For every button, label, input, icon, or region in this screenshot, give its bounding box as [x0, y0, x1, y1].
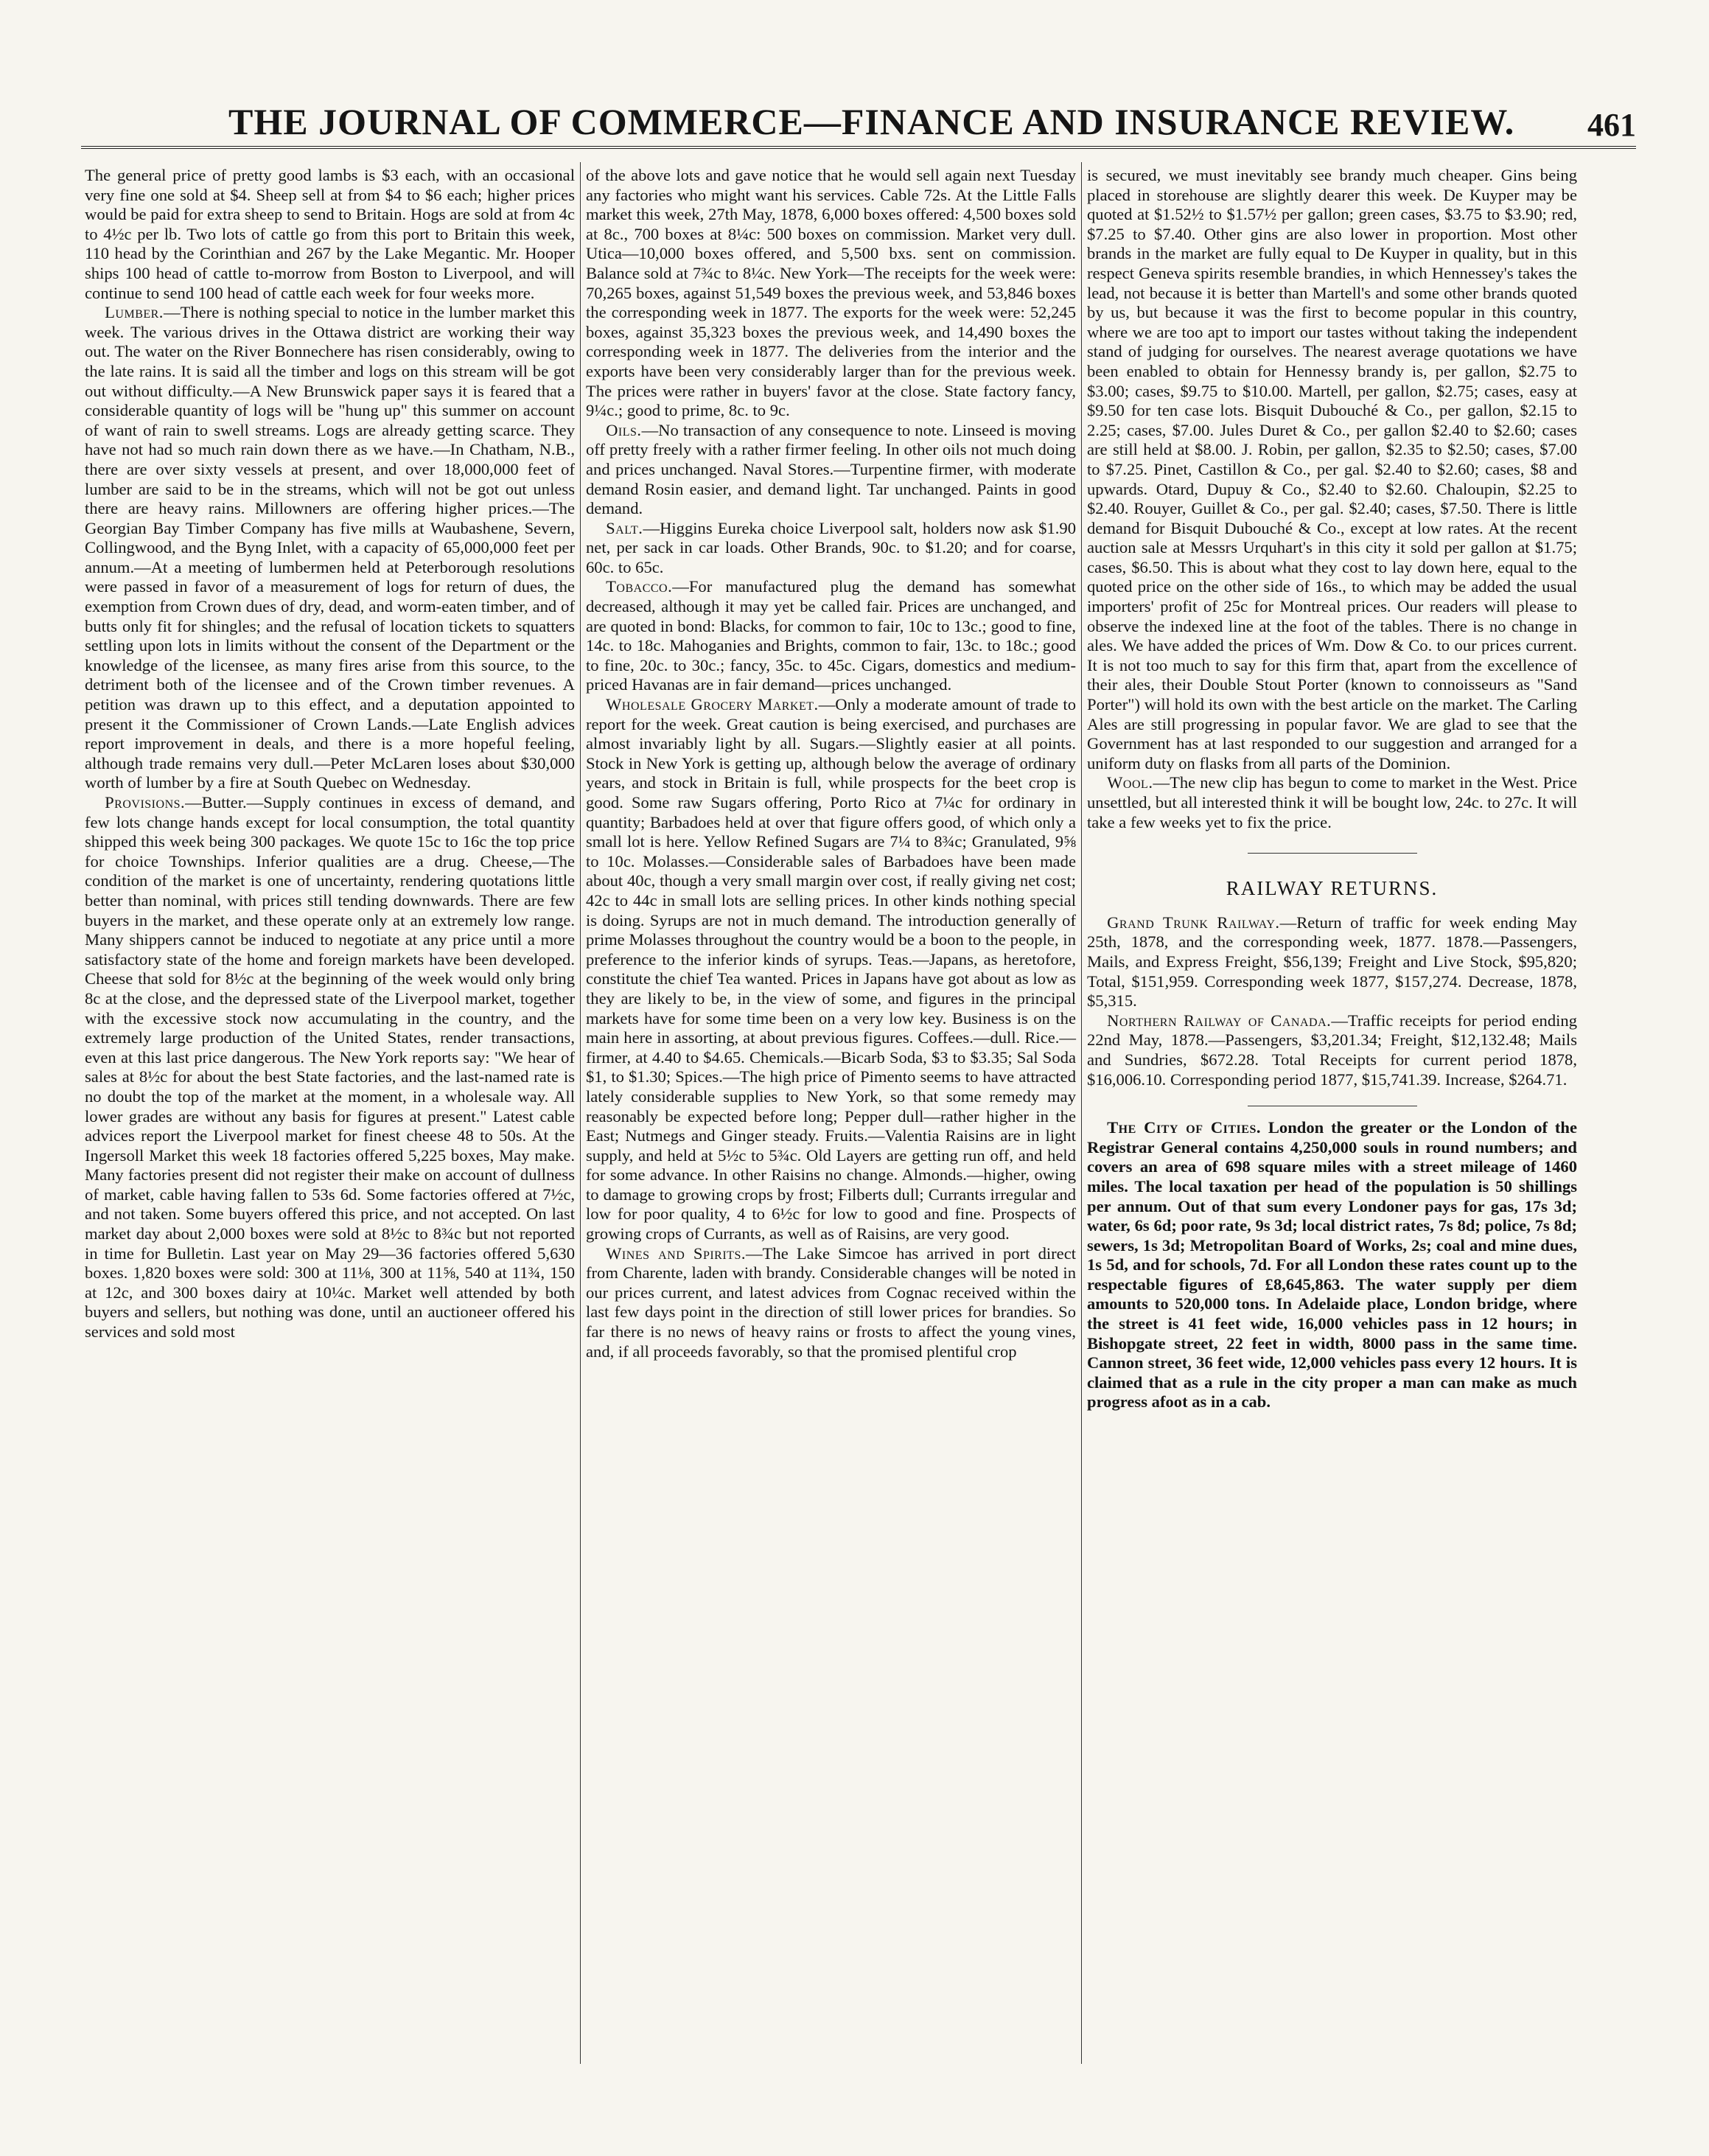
section-text: —Butter.—Supply continues in excess of demand, and few lots change hands except for local consumption, the total quantity shipped this week being 300 packages. We quote 15c to 16c the top price for choice Townships. Inferior qualities are a drug. Cheese,—The condition of the market is one of uncertainty, rendering quotations little better than nominal, with prices still tending downwards. There are few buyers in the market, and these operate only at an extremely low range. Many shippers cannot be induced to negotiate at any price until a more satisfactory state of the home and foreign markets have been developed. Cheese that sold for 8½c at the beginning of the week would only bring 8c at the close, and the depressed state of the Liverpool market, together with the excessive stock now accumulating in the country, and the extremely large production of the United States, render transactions, even at this last price dangerous. The New York reports say: "We hear of sales at 8½c for about the best State factories, and the last-named rate is no doubt the top of the market at the moment, in a wholesale way. All lower grades are without any basis for figures at present." Latest cable advices report the Liverpool market for finest cheese 48 to 50s. At the Ingersoll Market this week 18 factories offered 5,225 boxes, May make. Many factories present did not register their make on account of dullness of market, cable having fallen to 53s 6d. Some factories offered at 7½c, and not taken. Some buyers offered this price, and not accepted. On last market day about 2,000 boxes were sold at 8½c to 8¾c but not reported in time for Bulletin. Last year on May 29—36 factories offered 5,630 boxes. 1,820 boxes were sold: 300 at 11⅛, 300 at 11⅝, 540 at 11¾, 150 at 12c, and 300 boxes dairy at 10¼c. Market well attended by both buyers and sellers, but nothing was done, until an auctioneer offered his services and sold most — [85, 793, 575, 1342]
section-label: The City of Cities. — [1107, 1118, 1261, 1137]
column-2 — [586, 166, 1076, 1361]
section-text: —For manufactured plug the demand has somewhat decreased, although it may yet be called fair. Prices are unchanged, and are quoted in bond: Blacks, for common to fair, 10c to 13c.; good to fine, 14c. to 18c. Mahoganies and Brights, common to fair, 13c. to 18c.; good to fine, 20c. to 30c.; fancy, 35c. to 45c. Cigars, domestics and medium-priced Havanas are in fair demand—prices unchanged. — [586, 577, 1076, 694]
paragraph-oils — [586, 421, 1076, 519]
railway-returns-heading: RAILWAY RETURNS. — [1226, 877, 1439, 900]
paragraph: The general price of pretty good lambs is $3 each, with an occasional very fine one sold at $4. Sheep sell at from $4 to $6 each; higher prices would be paid for extra sheep to send to Britain. Hogs are sold at from 4c to 4½c per lb. Two lots of cattle go from this port to Britain this week, 110 head by the Corinthian and 267 by the Lake Megantic. Mr. Hooper ships 100 head of cattle to-morrow from Boston to Liverpool, and will continue to send 100 head of cattle each week for four weeks more. — [85, 166, 575, 302]
paragraph-salt — [586, 519, 1076, 578]
paragraph-northern — [1087, 1011, 1577, 1089]
section-label: Lumber. — [105, 303, 164, 322]
section-label: Provisions. — [105, 793, 186, 812]
page-number: 461 — [1587, 107, 1636, 143]
paragraph: is secured, we must inevitably see brandy much cheaper. Gins being placed in storehouse are slightly dearer this week. De Kuyper may be quoted at $1.52½ to $1.57½ per gallon; green cases, $3.75 to $3.90; red, $7.25 to $7.40. Other gins are also lower in proportion. Most other brands in the market are fully equal to De Kuyper in quality, but in this respect Geneva spirits resemble brandies, in which Hennessey's takes the lead, not because it is better than Martell's and some other brands quoted by us, but because it was the first to become popular in this country, where we are too apt to import our tastes without taking the independent stand of judging for ourselves. The nearest average quotations we have been enabled to obtain for Hennessy brandy is, per gallon, $2.75 to $3.00; cases, $9.75 to $10.00. Martell, per gallon, $2.75; cases, easy at $9.50 for ten case lots. Bisquit Dubouché & Co., per gallon, $2.15 to 2.25; cases, $7.00. Jules Duret & Co., per gallon $2.40 to $2.60; cases are still held at $8.00. J. Robin, per gallon, $2.35 to $2.50; cases, $7.00 to $7.25. Pinet, Castillon & Co., per gal. $2.40 to $2.60; cases, $8 and upwards. Otard, Dupuy & Co., $2.40 to $2.60. Chaloupin, $2.25 to $2.40. Rouyer, Guillet & Co., per gal. $2.40; cases, $7.50. There is little demand for Bisquit Dubouché & Co., except at low rates. At the recent auction sale at Messrs Urquhart's in this city it sold per gallon at $1.75; cases, $6.50. This is about what they cost to lay down here, equal to the quoted price on the other side of 16s., to which may be added the usual importers' profit of 25c for Montreal prices. Our readers will please to observe the indexed line at the foot of the tables. There is no change in ales. We have added the prices of Wm. Dow & Co. to our prices current. It is not too much to say for this firm that, apart from the excellence of their ales, their Double Stout Porter (known to connoisseurs as "Sand Porter") will hold its own with the best article on the market. The Carling Ales are still progressing in popular favor. We are glad to see that the Government has at last responded to our suggestion and arranged for a uniform duty on flasks from all parts of the Dominion. — [1087, 166, 1577, 772]
section-label: Wholesale Grocery Market. — [606, 695, 819, 714]
paragraph-wool — [1087, 773, 1577, 832]
column-divider — [1081, 162, 1082, 2064]
paragraph-tobacco — [586, 577, 1076, 695]
paragraph-wines — [586, 1244, 1076, 1362]
section-text: —Traffic receipts for period ending 22nd May, 1878.—Passengers, $3,201.34; Freight, $12,132.48; Mails and Sundries, $672.28. Total Receipts for current period 1878, $16,006.10. Corresponding period 1877, $15,741.39. Increase, $264.71. — [1087, 1011, 1577, 1089]
section-label: Wool. — [1107, 773, 1153, 792]
section-label: Grand Trunk Railway. — [1107, 913, 1280, 932]
paragraph-provisions — [85, 793, 575, 1342]
section-text: London the greater or the London of the Registrar General contains 4,250,000 souls in round numbers; and covers an area of 698 square miles with a street mileage of 1460 miles. The local taxation per head of the population is 50 shillings per annum. Out of that sum every Londoner pays for gas, 17s 3d; water, 6s 6d; poor rate, 9s 3d; local district rates, 7s 8d; police, 7s 8d; sewers, 1s 3d; Metropolitan Board of Works, 2s; coal and mine dues, 1s 5d, and for schools, 7d. For all London these rates count up to the respectable figures of £8,645,863. The water supply per diem amounts to 520,000 tons. In Adelaide place, London bridge, where the street is 41 feet wide, 16,000 vehicles pass in 12 hours; in Bishopgate street, 22 feet in width, 8000 pass in the same time. Cannon street, 36 feet wide, 12,000 vehicles pass every 12 hours. It is claimed that as a rule in the city proper a man can make as much progress afoot as in a cab. — [1087, 1118, 1578, 1412]
header-rule — [81, 146, 1636, 149]
column-1 — [85, 166, 575, 1342]
section-label: Northern Railway of Canada. — [1107, 1011, 1332, 1030]
section-text: —Only a moderate amount of trade to report for the week. Great caution is being exercised, and purchases are almost invariably light by all. Sugars.—Slightly easier at all points. Stock in New York is getting up, although below the average of ordinary years, and stock in Britain is full, while prospects for the beet crop is good. Some raw Sugars offering, Porto Rico at 7¼c for ordinary in quantity; Barbadoes held at over that figure offers good, of which only a small lot is here. Yellow Refined Sugars are 7¼ to 8¾c; Granulated, 9⅝ to 10c. Molasses.—Considerable sales of Barbadoes have been made about 40c, though a very small margin over cost, if really giving net cost; 42c to 44c in small lots are selling prices. In other kinds nothing special is doing. Syrups are not in much demand. The introduction generally of prime Molasses throughout the country would be a boon to the people, in preference to the inferior kinds of syrups. Teas.—Japans, as heretofore, constitute the chief Tea wanted. Prices in Japans have got about as low as they are likely to be, in the view of some, and figures in the principal markets have for some time been on a very low key. Business is on the main here in assorting, at about previous figures. Coffees.—dull. Rice.—firmer, at 4.40 to $4.65. Chemicals.—Bicarb Soda, $3 to $3.35; Sal Soda $1, to $1.30; Spices.—The high price of Pimento seems to have attracted lately considerable supplies to New York, so that some remedy may reasonably be expected before long; Pepper dull—rather higher in the East; Nutmegs and Ginger steady. Fruits.—Valentia Raisins are in light supply, and held at 5½c to 5¾c. Old Layers are getting run off, and held for some advance. In other Raisins no change. Almonds.—higher, owing to damage to growing crops by frost; Filberts dull; Currants irregular and low for poor quality, 4 to 6½c for low to good and fine. Prospects of growing crops of Currants, as well as of Raisins, are very good. — [586, 695, 1076, 1243]
paragraph-lumber — [85, 303, 575, 793]
section-label: Wines and Spirits. — [606, 1243, 747, 1263]
section-text: —The Lake Simcoe has arrived in port direct from Charente, laden with brandy. Considerable changes will be noted in our prices current, and latest advices from Cognac received within the last few days point in the direction of still lower prices for brandies. So far there is no news of heavy rains or frosts to affect the young vines, and, if all proceeds favorably, so that the promised plentiful crop — [586, 1243, 1076, 1361]
column-3 — [1087, 166, 1577, 1412]
section-label: Salt. — [606, 518, 643, 537]
divider — [1248, 853, 1417, 854]
section-label: Tobacco. — [606, 577, 673, 596]
section-text: —There is nothing special to notice in the lumber market this week. The various drives in the Ottawa district are working their way out. The water on the River Bonnechere has risen considerably, owing to the late rains. It is said all the timber and logs on this stream will be got out without difficulty.—A New Brunswick paper says it is feared that a considerable quantity of logs will be "hung up" this summer on account of want of rain to swell streams. Logs are already getting scarce. They have not had so much rain down there as we have.—In Chatham, N.B., there are over sixty vessels at present, and over 18,000,000 feet of lumber are said to be in the streams, which will not be got out unless there are heavy rains. Millowners are offering higher prices.—The Georgian Bay Timber Company has five mills at Waubashene, Severn, Collingwood, and the Byng Inlet, with a capacity of 65,000,000 feet per annum.—At a meeting of lumbermen held at Peterborough resolutions were passed in favor of a measurement of logs for return of dues, the exemption from Crown dues of dry, dead, and worm-eaten timber, and of butts only fit for shingles; and the refusal of location tickets to squatters settling upon lots in limits without the consent of the Department or the knowledge of the licensee, as many fires arise from this source, to the detriment both of the licensee and of the Crown timber revenues. A petition was drawn up to this effect, and a deputation appointed to present it the Commissioner of Crown Lands.—Late English advices report improvement in deals, and there is a more hopeful feeling, although trade remains very dull.—Peter McLaren loses about $30,000 worth of lumber by a fire at South Quebec on Wednesday. — [85, 303, 575, 792]
section-text: —Higgins Eureka choice Liverpool salt, holders now ask $1.90 net, per sack in car loads. Other Brands, 90c. to $1.20; and for coarse, 60c. to 65c. — [586, 518, 1076, 576]
section-text: —Return of traffic for week ending May 25th, 1878, and the corresponding week, 1877. 1878.—Passengers, Mails, and Express Freight, $56,139; Freight and Live Stock, $95,820; Total, $151,959. Corresponding week 1877, $157,274. Decrease, 1878, $5,315. — [1087, 913, 1577, 1011]
paragraph: of the above lots and gave notice that he would sell again next Tuesday any factories who might want his services. Cable 72s. At the Little Falls market this week, 27th May, 1878, 6,000 boxes offered: 4,500 boxes sold at 8c., 700 boxes at 8¼c: 500 boxes on commission. Market very dull. Utica—10,000 boxes offered, and 5,500 bxs. sent on commission. Balance sold at 7¾c to 8¼c. New York—The receipts for the week were: 70,265 boxes, against 51,549 boxes the previous week, and 53,846 boxes the corresponding week in 1877. The exports for the week were: 52,245 boxes, against 35,323 boxes the previous week, and 14,490 boxes the corresponding week in 1877. The deliveries from the interior and the exports have been very considerably larger than for the previous week. The prices were rather in buyers' favor at the close. State factory fancy, 9¼c.; good to prime, 8c. to 9c. — [586, 166, 1076, 420]
section-text: —The new clip has begun to come to market in the West. Price unsettled, but all interested think it will be bought low, 24c. to 27c. It will take a few weeks yet to fix the price. — [1087, 773, 1577, 831]
paragraph-grand-trunk — [1087, 913, 1577, 1011]
section-text: —No transaction of any consequence to note. Linseed is moving off pretty freely with a rather firmer feeling. In other oils not much doing and prices unchanged. Naval Stores.—Turpentine firmer, with moderate demand Rosin easier, and demand light. Tar unchanged. Paints in good demand. — [586, 420, 1076, 518]
journal-title: THE JOURNAL OF COMMERCE—FINANCE AND INSURANCE REVIEW. — [228, 101, 1515, 142]
section-label: Oils. — [606, 420, 642, 439]
paragraph-city-of-cities — [1087, 1118, 1577, 1412]
column-divider — [580, 162, 581, 2064]
paragraph-grocery — [586, 695, 1076, 1244]
masthead — [81, 96, 1636, 147]
